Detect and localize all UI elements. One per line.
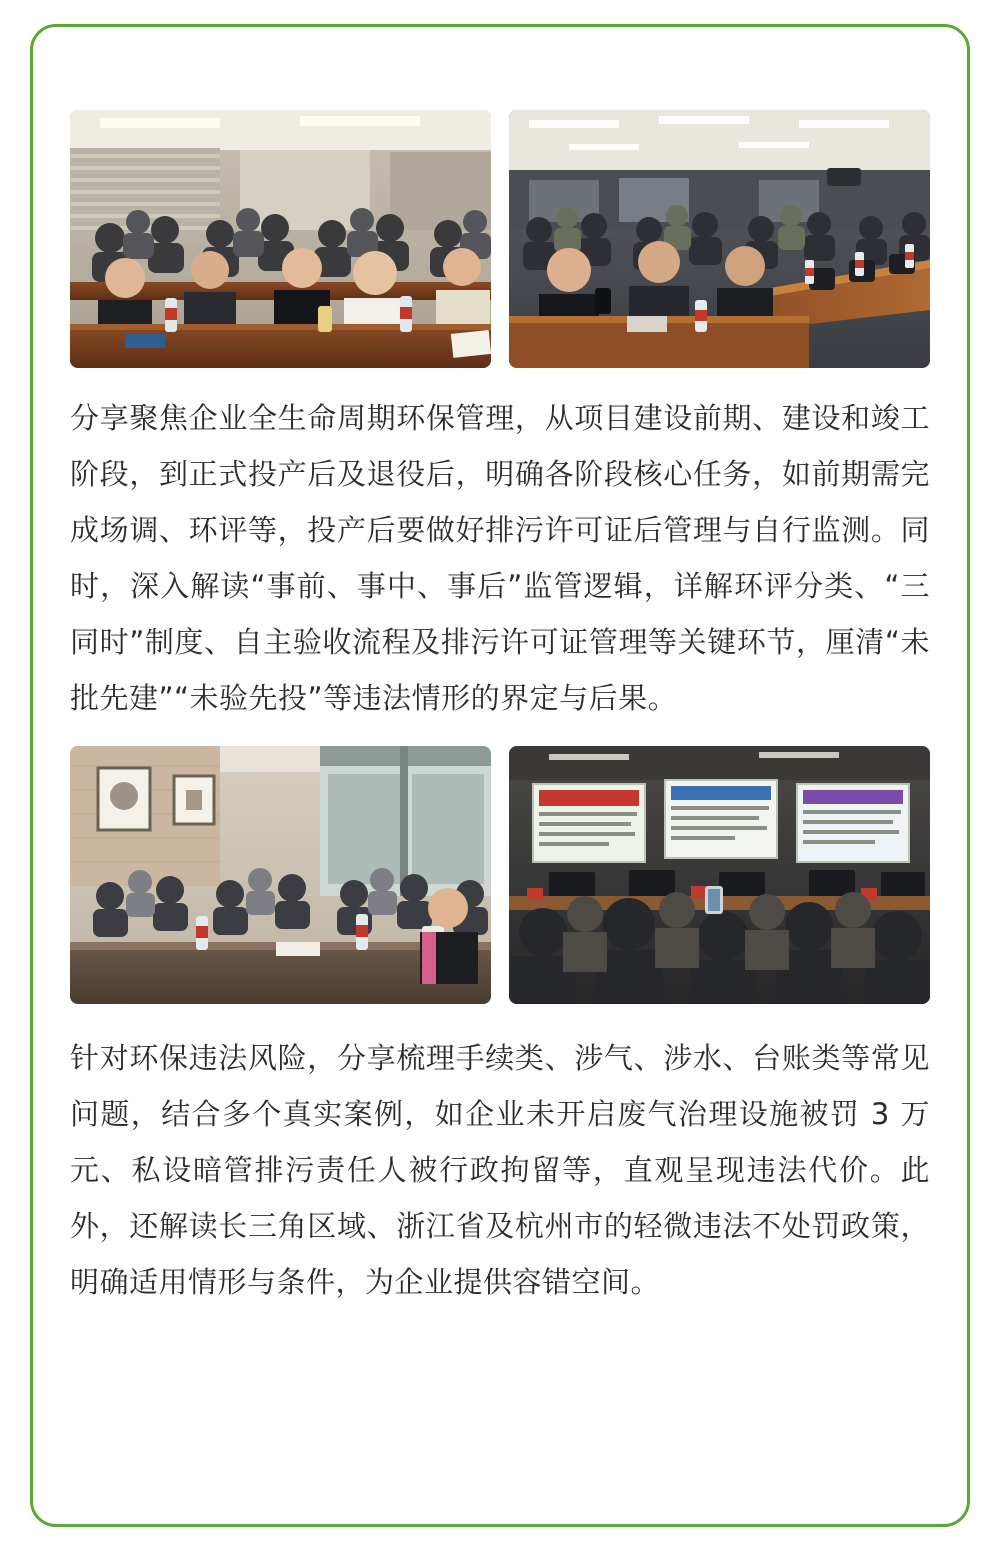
article-content [70, 110, 930, 1310]
meeting-photo-2 [509, 110, 930, 368]
meeting-photo-1 [70, 110, 491, 368]
meeting-photo-4-graphic [509, 746, 930, 1004]
meeting-photo-3-graphic [70, 746, 491, 1004]
meeting-photo-4 [509, 746, 930, 1004]
meeting-photo-2-graphic [509, 110, 930, 368]
paragraph-first: 分享聚焦企业全生命周期环保管理，从项目建设前期、建设和竣工阶段，到正式投产后及退役后，明确各阶段核心任务，如前期需完成场调、环评等，投产后要做好排污许可证后管理与自行监测。同时，深入解读“事前、事中、事后”监管逻辑，详解环评分类、“三同时”制度、自主验收流程及排污许可证管理等关键环节，厘清“未批先建”“未验先投”等违法情形的界定与后果。 [70, 401, 930, 715]
meeting-photo-3 [70, 746, 491, 1004]
photo-row-bottom [70, 746, 930, 1004]
photo-row-top [70, 110, 930, 368]
paragraph-second: 针对环保违法风险，分享梳理手续类、涉气、涉水、台账类等常见问题，结合多个真实案例，如企业未开启废气治理设施被罚 3 万元、私设暗管排污责任人被行政拘留等，直观呈现违法代价。此外，还解读长三角区域、浙江省及杭州市的轻微违法不处罚政策，明确适用情形与条件，为企业提供容错空间。 [70, 1041, 930, 1299]
meeting-photo-1-graphic [70, 110, 491, 368]
